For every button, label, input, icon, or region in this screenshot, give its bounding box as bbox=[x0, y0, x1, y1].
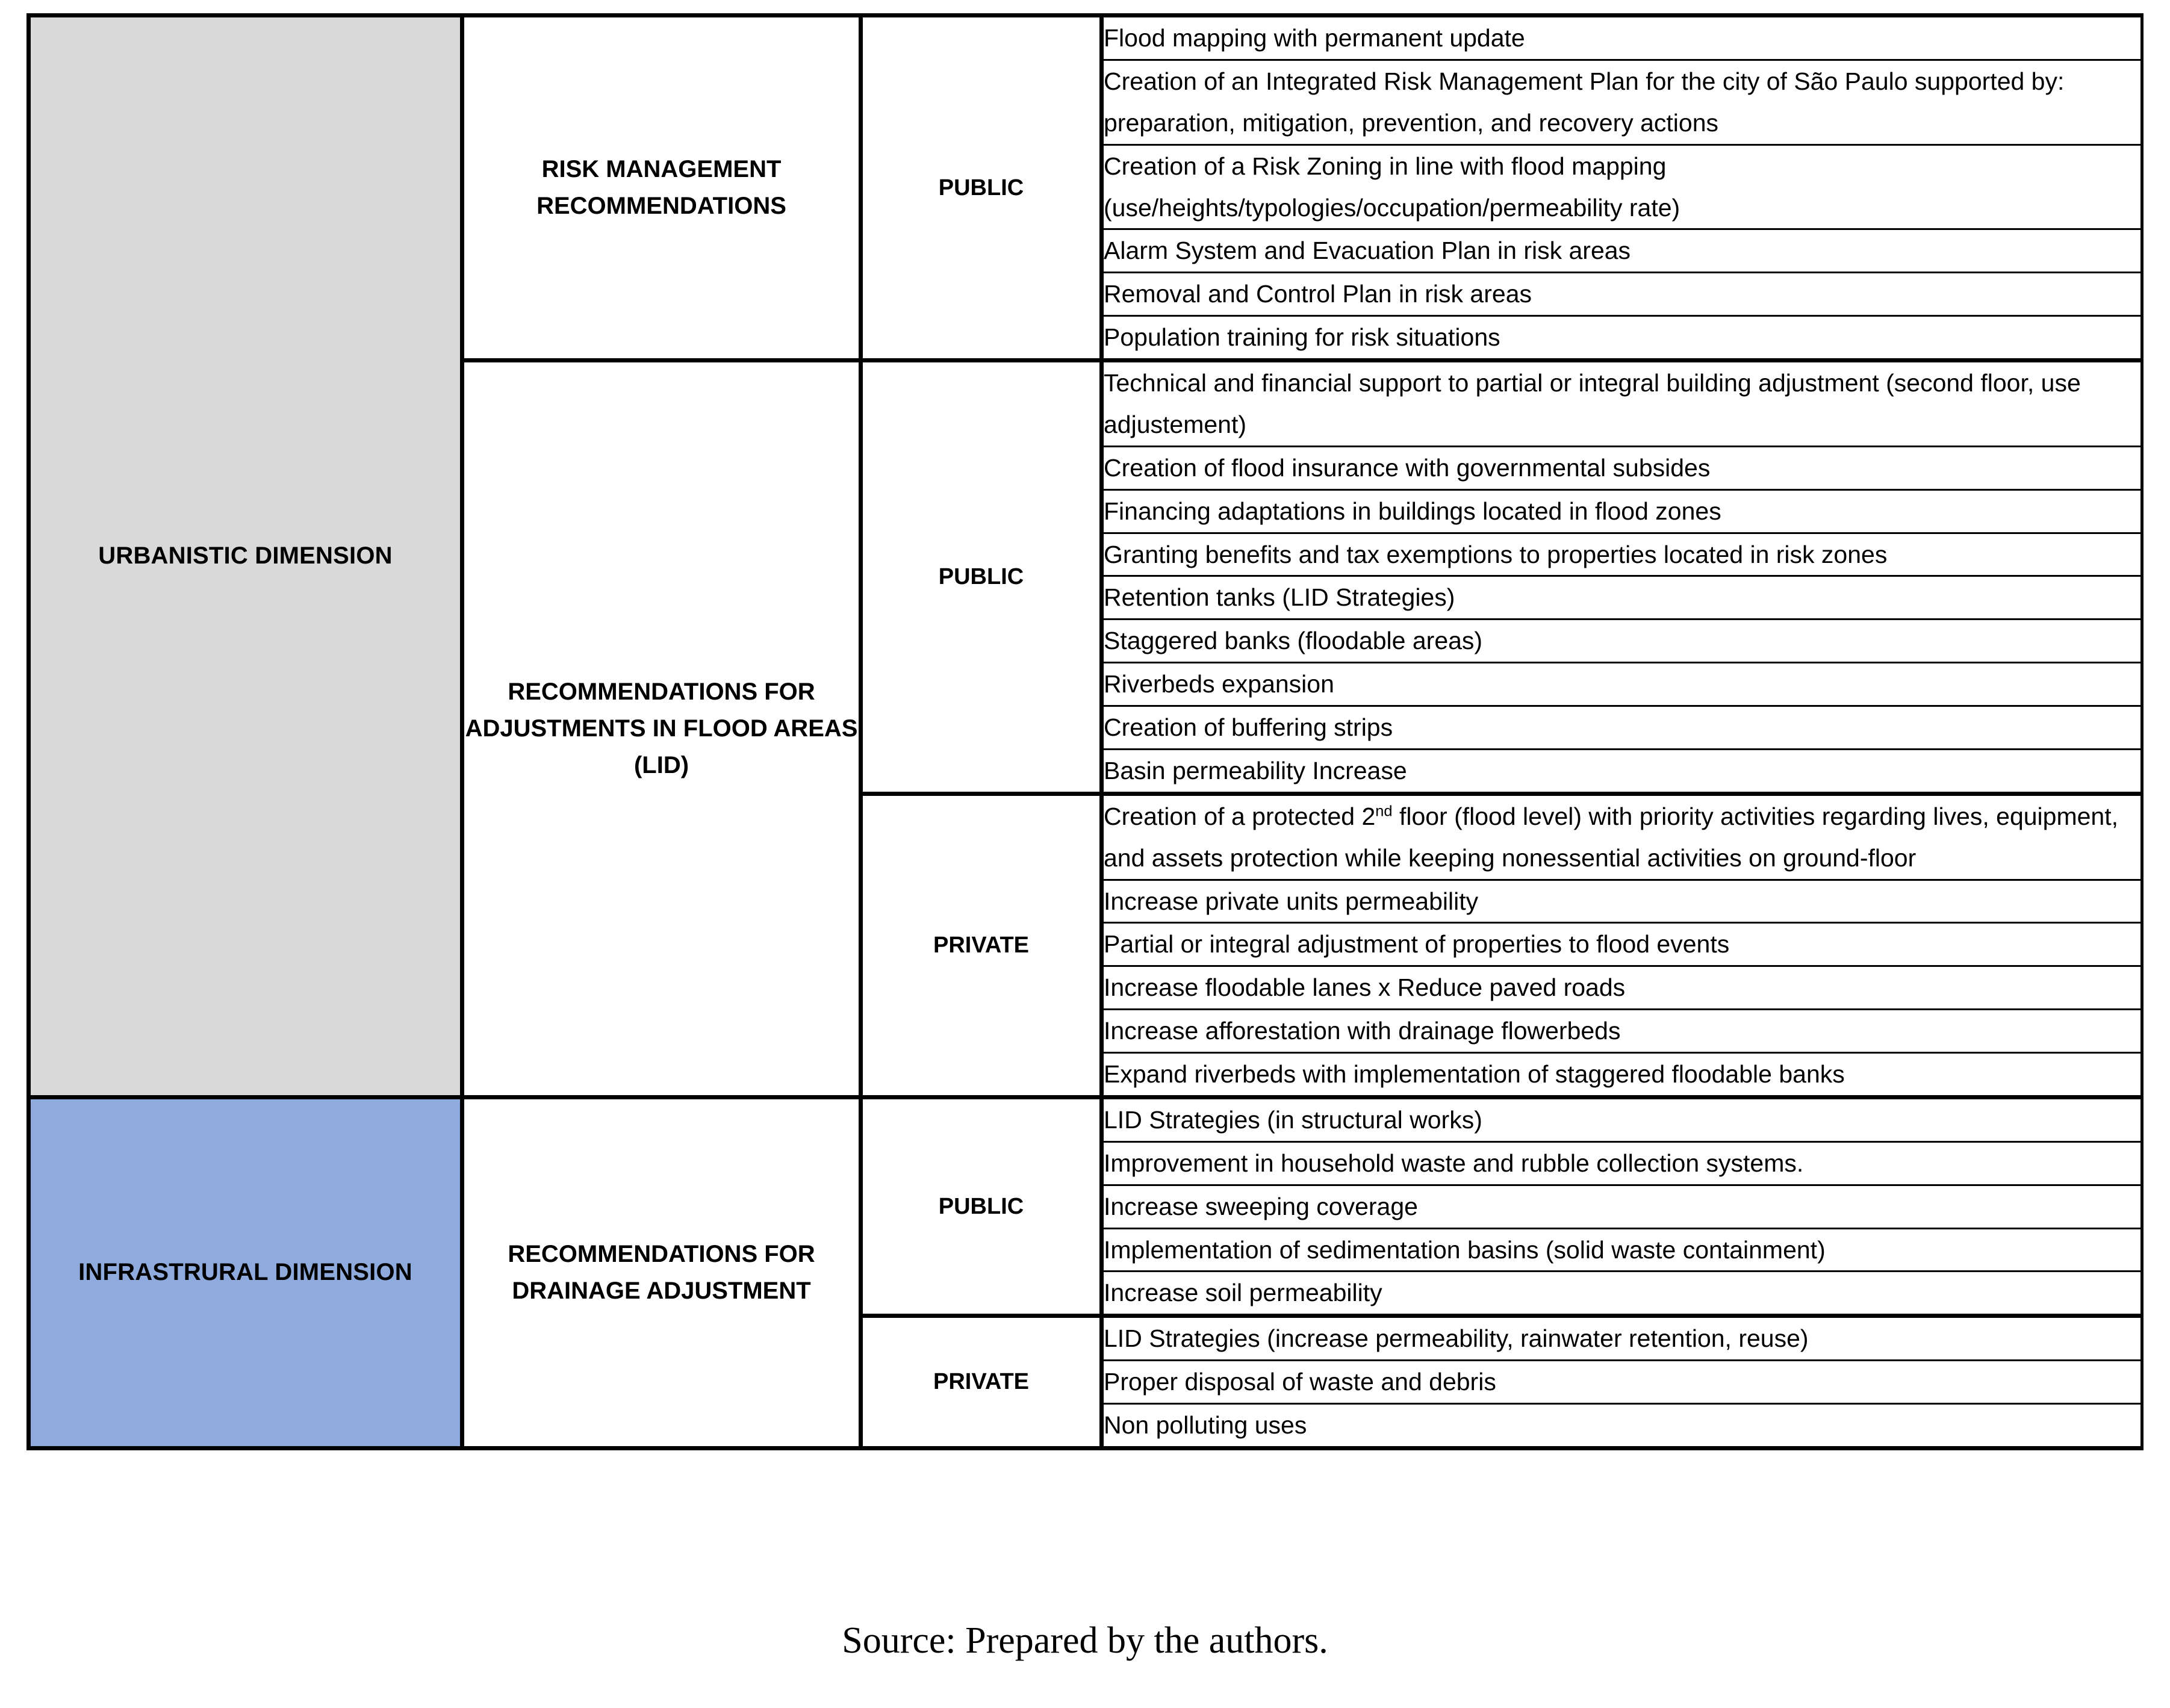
recommendation-item: Implementation of sedimentation basins (solid waste containment) bbox=[1102, 1228, 2142, 1272]
recommendation-item: Staggered banks (floodable areas) bbox=[1102, 620, 2142, 663]
recommendation-item: Retention tanks (LID Strategies) bbox=[1102, 576, 2142, 620]
sector-cell-public: PUBLIC bbox=[861, 16, 1102, 361]
category-cell-flood-area-adjustments: RECOMMENDATIONS FOR ADJUSTMENTS IN FLOOD AREAS (LID) bbox=[462, 361, 861, 1098]
source-caption: Source: Prepared by the authors. bbox=[842, 1620, 1328, 1661]
ordinal-suffix: nd bbox=[1375, 803, 1393, 820]
recommendation-item: Proper disposal of waste and debris bbox=[1102, 1361, 2142, 1404]
recommendations-matrix bbox=[26, 13, 2144, 1450]
recommendation-item: Alarm System and Evacuation Plan in risk areas bbox=[1102, 229, 2142, 273]
recommendation-item: Increase private units permeability bbox=[1102, 880, 2142, 923]
recommendation-item: Flood mapping with permanent update bbox=[1102, 16, 2142, 60]
recommendation-item: Increase floodable lanes x Reduce paved roads bbox=[1102, 966, 2142, 1010]
recommendation-item: Population training for risk situations bbox=[1102, 316, 2142, 361]
recommendation-item: Granting benefits and tax exemptions to properties located in risk zones bbox=[1102, 533, 2142, 576]
recommendation-item: Financing adaptations in buildings located in flood zones bbox=[1102, 489, 2142, 533]
table-row bbox=[29, 16, 2142, 60]
recommendation-item: Improvement in household waste and rubble collection systems. bbox=[1102, 1141, 2142, 1185]
sector-cell-public: PUBLIC bbox=[861, 361, 1102, 794]
recommendation-item: Expand riverbeds with implementation of staggered floodable banks bbox=[1102, 1053, 2142, 1098]
recommendation-item: Increase afforestation with drainage flowerbeds bbox=[1102, 1010, 2142, 1053]
sector-cell-private: PRIVATE bbox=[861, 1316, 1102, 1449]
recommendation-item: LID Strategies (increase permeability, rainwater retention, reuse) bbox=[1102, 1316, 2142, 1361]
recommendation-item: Partial or integral adjustment of properties to flood events bbox=[1102, 923, 2142, 966]
sector-cell-public: PUBLIC bbox=[861, 1097, 1102, 1315]
recommendation-item: Basin permeability Increase bbox=[1102, 749, 2142, 793]
table-row bbox=[29, 1097, 2142, 1141]
recommendation-item-protected-second-floor bbox=[1102, 793, 2142, 880]
recommendation-item: Creation of flood insurance with governmental subsides bbox=[1102, 446, 2142, 489]
dimension-cell-urbanistic: URBANISTIC DIMENSION bbox=[29, 16, 462, 1098]
category-cell-risk-management: RISK MANAGEMENT RECOMMENDATIONS bbox=[462, 16, 861, 361]
recommendation-item: Creation of a Risk Zoning in line with flood mapping (use/heights/typologies/occupation/permeability rate) bbox=[1102, 144, 2142, 229]
sector-cell-private: PRIVATE bbox=[861, 793, 1102, 1097]
recommendation-item: Removal and Control Plan in risk areas bbox=[1102, 273, 2142, 316]
recommendation-item: Technical and financial support to partial or integral building adjustment (second floor, use adjustement) bbox=[1102, 361, 2142, 447]
category-cell-drainage-adjustment: RECOMMENDATIONS FOR DRAINAGE ADJUSTMENT bbox=[462, 1097, 861, 1448]
dimension-cell-infrastructural: INFRASTRURAL DIMENSION bbox=[29, 1097, 462, 1448]
recommendation-item: Non polluting uses bbox=[1102, 1404, 2142, 1449]
matrix-body bbox=[29, 16, 2142, 1449]
recommendation-item: Increase soil permeability bbox=[1102, 1272, 2142, 1316]
recommendation-item: Creation of buffering strips bbox=[1102, 706, 2142, 750]
item-text-part-b: floor (flood level) with priority activities regarding lives, equipment, and assets protection while keeping nonessential activities on ground-floor bbox=[1104, 802, 2119, 872]
item-text-part-a: Creation of a protected 2 bbox=[1104, 802, 1376, 830]
recommendation-item: Creation of an Integrated Risk Management Plan for the city of São Paulo supported by: preparation, mitigation, prevention, and recovery actions bbox=[1102, 60, 2142, 144]
recommendation-item: LID Strategies (in structural works) bbox=[1102, 1097, 2142, 1141]
recommendation-item: Increase sweeping coverage bbox=[1102, 1185, 2142, 1228]
recommendation-item: Riverbeds expansion bbox=[1102, 663, 2142, 706]
